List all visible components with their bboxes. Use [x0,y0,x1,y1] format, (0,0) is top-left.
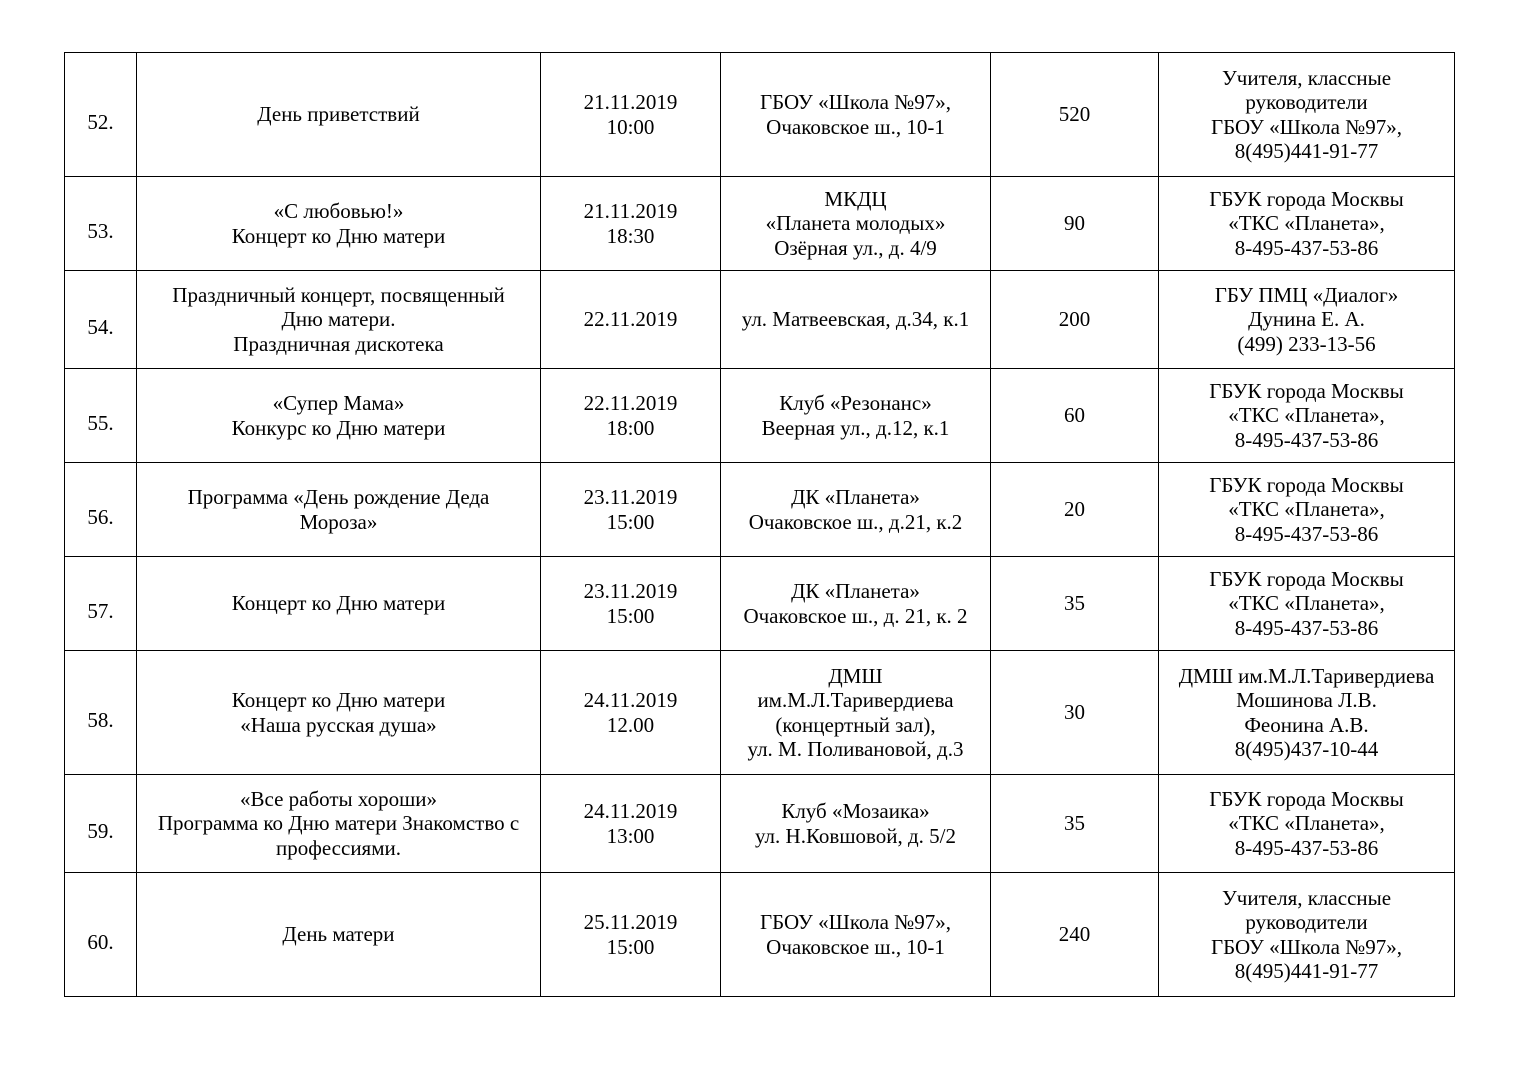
table-row [65,463,1455,557]
table-row [65,271,1455,369]
responsible-party-line: 8(495)441-91-77 [1234,139,1379,163]
responsible-party-line: «ТКС «Планета», [1228,811,1385,836]
responsible-party-line: 8-495-437-53-86 [1234,835,1379,860]
responsible-party-cell [1159,775,1455,873]
responsible-party-line: Учителя, классные [1221,65,1392,90]
participants-count-cell [991,369,1159,463]
event-place-line: Клуб «Мозаика» [781,799,930,823]
event-place-cell [721,271,991,369]
responsible-party-cell [1159,557,1455,651]
row-number: 58. [87,708,114,733]
row-number: 53. [87,219,114,244]
row-number: 60. [87,930,114,955]
participants-count-cell [991,557,1159,651]
responsible-party-line: ГБУК города Москвы [1209,378,1404,403]
event-name-line: Дню матери. [281,307,396,332]
event-place-line: Озёрная ул., д. 4/9 [774,235,937,260]
event-datetime-cell [541,53,721,177]
participants-count: 60 [1064,403,1085,428]
row-number-cell [65,775,137,873]
event-place-line: Очаковское ш., 10-1 [766,934,945,959]
participants-count: 35 [1064,811,1085,836]
event-place-cell [721,651,991,775]
participants-count: 35 [1064,591,1085,616]
event-datetime-line: 15:00 [606,934,655,959]
event-datetime-line: 25.11.2019 [583,910,678,934]
event-place-line: МКДЦ [824,186,887,211]
responsible-party-line: Мошинова Л.В. [1236,688,1377,712]
event-place-line: Очаковское ш., 10-1 [766,114,945,139]
event-name-line: «Все работы хороши» [239,786,438,811]
event-datetime-line: 15:00 [606,603,655,628]
event-place-line: ул. М. Поливановой, д.3 [747,737,964,761]
event-place-cell [721,775,991,873]
event-name-line: «С любовью!» [273,199,404,223]
row-number-cell [65,557,137,651]
event-datetime-line: 18:00 [606,415,655,440]
responsible-party-cell [1159,53,1455,177]
event-name-line: Концерт ко Дню матери [231,223,446,248]
responsible-party-line: ГБОУ «Школа №97», [1210,934,1403,959]
responsible-party-line: 8-495-437-53-86 [1234,521,1379,546]
participants-count: 200 [1058,307,1091,332]
responsible-party-line: ГБУК города Москвы [1209,786,1404,811]
row-number-cell [65,651,137,775]
table-row [65,557,1455,651]
participants-count-cell [991,651,1159,775]
event-place-cell [721,873,991,997]
row-number: 59. [87,819,114,844]
row-number: 56. [87,505,114,530]
participants-count-cell [991,873,1159,997]
event-datetime-cell [541,873,721,997]
responsible-party-cell [1159,271,1455,369]
responsible-party-line: 8-495-437-53-86 [1234,615,1379,640]
event-place-line: Очаковское ш., д.21, к.2 [748,509,963,534]
table-row [65,369,1455,463]
responsible-party-line: «ТКС «Планета», [1228,591,1385,616]
event-name-cell [137,177,541,271]
table-row [65,177,1455,271]
participants-count-cell [991,775,1159,873]
event-name-line: Праздничная дискотека [233,331,444,356]
event-place-line: Очаковское ш., д. 21, к. 2 [743,603,968,628]
responsible-party-cell [1159,463,1455,557]
row-number: 54. [87,315,114,340]
row-number: 52. [87,110,114,135]
responsible-party-line: 8-495-437-53-86 [1234,427,1379,452]
event-datetime-line: 18:30 [606,223,655,248]
event-place-cell [721,463,991,557]
responsible-party-line: ГБУК города Москвы [1209,566,1404,591]
event-datetime-line: 22.11.2019 [583,307,678,332]
event-place-line: ГБОУ «Школа №97», [759,910,952,934]
event-datetime-line: 10:00 [606,114,655,139]
event-place-cell [721,557,991,651]
responsible-party-line: 8(495)441-91-77 [1234,959,1379,983]
participants-count-cell [991,463,1159,557]
event-name-cell [137,873,541,997]
event-datetime-line: 23.11.2019 [583,579,678,603]
event-name-cell [137,463,541,557]
participants-count: 30 [1064,700,1085,725]
event-datetime-line: 15:00 [606,509,655,534]
responsible-party-line: «ТКС «Планета», [1228,403,1385,428]
event-name-cell [137,557,541,651]
row-number: 55. [87,411,114,436]
event-name-cell [137,651,541,775]
participants-count: 20 [1064,497,1085,522]
event-datetime-cell [541,651,721,775]
event-datetime-cell [541,177,721,271]
responsible-party-line: Дунина Е. А. [1248,307,1365,332]
event-name-line: профессиями. [275,835,401,860]
event-place-line: Клуб «Резонанс» [779,391,932,415]
event-name-line: Мороза» [299,509,378,534]
participants-count: 520 [1058,102,1091,127]
event-name-line: Программа «День рождение Деда [187,485,490,509]
responsible-party-line: 8-495-437-53-86 [1234,235,1379,260]
responsible-party-cell [1159,873,1455,997]
responsible-party-line: «ТКС «Планета», [1228,211,1385,236]
event-datetime-line: 13:00 [606,823,655,848]
event-place-line: им.М.Л.Таривердиева [757,688,954,712]
event-datetime-line: 23.11.2019 [583,485,678,509]
event-name-cell [137,53,541,177]
event-place-line: ДК «Планета» [791,579,920,603]
event-name-line: День приветствий [257,102,420,127]
table-body [65,53,1455,997]
event-datetime-line: 24.11.2019 [583,799,678,823]
table-row [65,651,1455,775]
responsible-party-line: 8(495)437-10-44 [1234,737,1379,761]
event-name-cell [137,369,541,463]
table-row [65,53,1455,177]
table-row [65,873,1455,997]
responsible-party-cell [1159,177,1455,271]
row-number-cell [65,873,137,997]
event-datetime-cell [541,463,721,557]
event-place-line: ДК «Планета» [791,485,920,509]
row-number-cell [65,463,137,557]
row-number-cell [65,369,137,463]
responsible-party-cell [1159,369,1455,463]
table-row [65,775,1455,873]
event-name-line: Концерт ко Дню матери [231,591,446,616]
event-place-cell [721,177,991,271]
event-name-line: Концерт ко Дню матери [231,688,446,712]
event-place-line: ул. Н.Ковшовой, д. 5/2 [754,823,957,848]
event-place-line: ДМШ [828,663,883,688]
responsible-party-line: руководители [1245,90,1368,114]
participants-count-cell [991,271,1159,369]
responsible-party-line: ГБОУ «Школа №97», [1210,114,1403,139]
event-name-line: «Наша русская душа» [240,712,437,737]
responsible-party-line: (499) 233-13-56 [1237,331,1376,356]
responsible-party-line: Феонина А.В. [1244,712,1369,737]
event-name-line: Программа ко Дню матери Знакомство с [157,811,520,836]
responsible-party-line: ГБУК города Москвы [1209,472,1404,497]
event-datetime-line: 21.11.2019 [583,90,678,114]
event-place-line: ГБОУ «Школа №97», [759,90,952,114]
participants-count: 240 [1058,922,1091,947]
row-number-cell [65,53,137,177]
responsible-party-cell [1159,651,1455,775]
event-datetime-line: 12.00 [606,712,655,737]
event-name-cell [137,775,541,873]
event-name-line: Праздничный концерт, посвященный [172,282,505,307]
participants-count-cell [991,177,1159,271]
responsible-party-line: ДМШ им.М.Л.Таривердиева [1178,663,1435,688]
row-number-cell [65,271,137,369]
event-datetime-cell [541,271,721,369]
event-datetime-line: 21.11.2019 [583,199,678,223]
participants-count: 90 [1064,211,1085,236]
responsible-party-line: Учителя, классные [1221,885,1392,910]
participants-count-cell [991,53,1159,177]
event-place-cell [721,53,991,177]
event-datetime-line: 24.11.2019 [583,688,678,712]
event-name-cell [137,271,541,369]
events-table [64,52,1455,997]
event-datetime-cell [541,557,721,651]
event-datetime-cell [541,369,721,463]
row-number: 57. [87,599,114,624]
event-name-line: День матери [282,922,395,947]
event-datetime-line: 22.11.2019 [583,391,678,415]
event-place-cell [721,369,991,463]
event-place-line: Веерная ул., д.12, к.1 [761,415,950,440]
event-place-line: (концертный зал), [775,712,936,737]
event-place-line: «Планета молодых» [765,211,946,236]
responsible-party-line: ГБУ ПМЦ «Диалог» [1214,282,1399,307]
event-datetime-cell [541,775,721,873]
responsible-party-line: ГБУК города Москвы [1209,186,1404,211]
event-name-line: «Супер Мама» [272,391,405,415]
event-place-line: ул. Матвеевская, д.34, к.1 [741,307,970,332]
responsible-party-line: руководители [1245,910,1368,934]
responsible-party-line: «ТКС «Планета», [1228,497,1385,522]
event-name-line: Конкурс ко Дню матери [231,415,446,440]
row-number-cell [65,177,137,271]
